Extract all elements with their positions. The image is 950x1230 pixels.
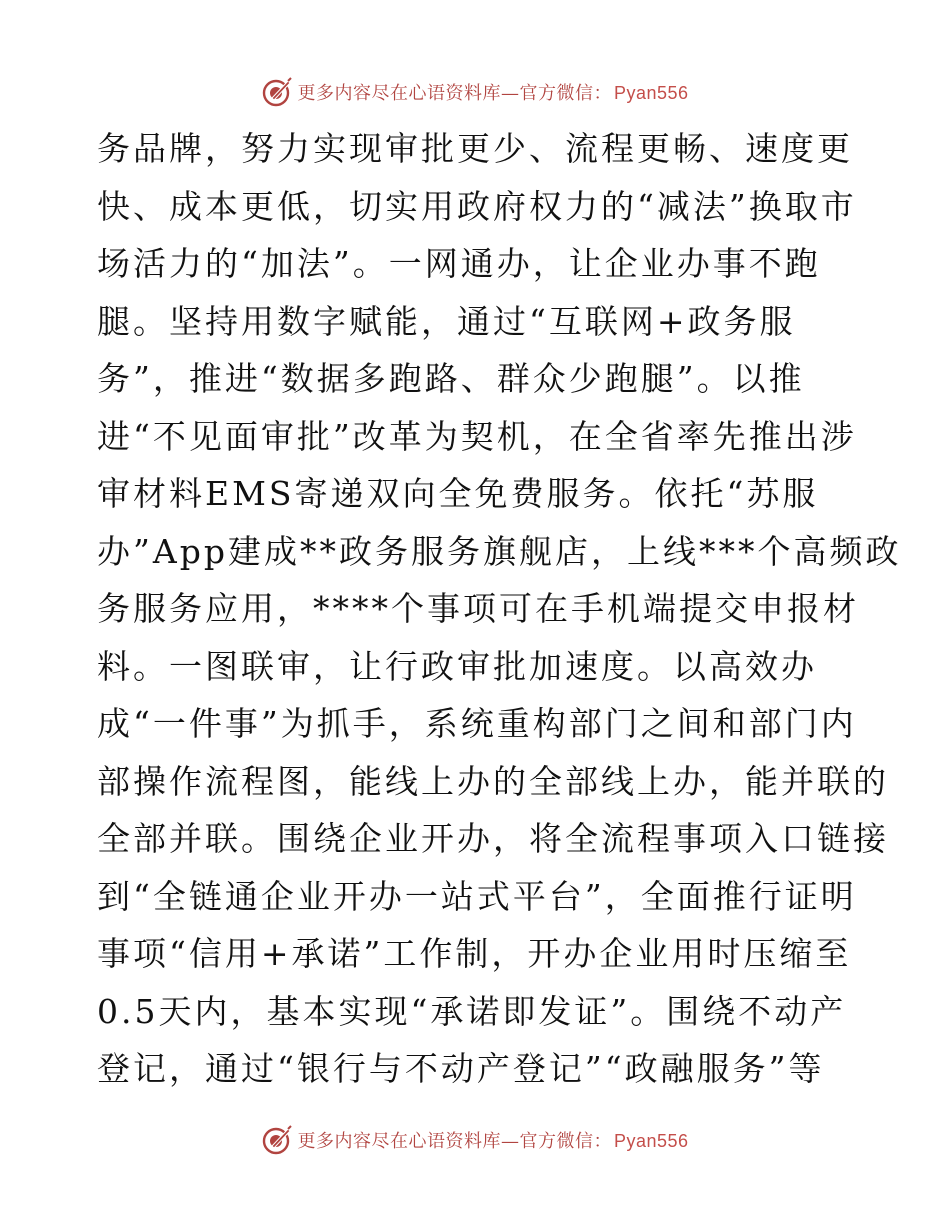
text-line: 料。一图联审，让行政审批加速度。以高效办 (97, 646, 817, 686)
footer-watermark (0, 1120, 950, 1160)
footer-dash: — (500, 1131, 520, 1152)
text-line: 事项“信用+承诺”工作制，开办企业用时压缩至 (97, 934, 852, 973)
text-line: 务”，推进“数据多跑路、群众少跑腿”。以推 (97, 359, 805, 398)
footer-banner-text (297, 1127, 688, 1153)
header-dash: — (500, 83, 520, 104)
pen-logo-icon (261, 1124, 293, 1156)
header-wechat-id: Pyan556 (613, 83, 689, 103)
text-line: 到“全链通企业开办一站式平台”，全面推行证明 (97, 876, 857, 916)
text-line: 腿。坚持用数字赋能，通过“互联网+政务服 (97, 301, 796, 341)
header-watermark (0, 72, 950, 112)
text-line: 审材料EMS寄递双向全免费服务。依托“苏服 (97, 474, 819, 513)
pen-logo-icon (261, 76, 293, 108)
text-line: 务服务应用，****个事项可在手机端提交申报材 (97, 589, 859, 628)
footer-main-text: 更多内容尽在心语资料库 (297, 1131, 501, 1152)
header-official-label: 官方微信： (519, 83, 612, 104)
text-line: 快、成本更低，切实用政府权力的“减法”换取市 (97, 186, 857, 226)
text-line: 办”App建成**政务服务旗舰店，上线***个高频政 (97, 531, 902, 571)
text-line: 登记，通过“银行与不动产登记”“政融服务”等 (97, 1049, 825, 1088)
text-line: 场活力的“加法”。一网通办，让企业办事不跑 (97, 244, 821, 283)
text-line: 0.5天内，基本实现“承诺即发证”。围绕不动产 (97, 991, 847, 1031)
header-main-text: 更多内容尽在心语资料库 (297, 83, 501, 104)
footer-wechat-id: Pyan556 (613, 1131, 689, 1151)
document-body (97, 120, 902, 1098)
text-line: 全部并联。围绕企业开办，将全流程事项入口链接 (97, 819, 889, 858)
text-line: 务品牌，努力实现审批更少、流程更畅、速度更 (97, 129, 853, 168)
text-line: 部操作流程图，能线上办的全部线上办，能并联的 (97, 761, 889, 801)
text-line: 进“不见面审批”改革为契机，在全省率先推出涉 (97, 416, 857, 456)
footer-official-label: 官方微信： (519, 1131, 612, 1152)
text-line: 成“一件事”为抓手，系统重构部门之间和部门内 (97, 704, 857, 743)
header-banner-text (297, 79, 688, 105)
